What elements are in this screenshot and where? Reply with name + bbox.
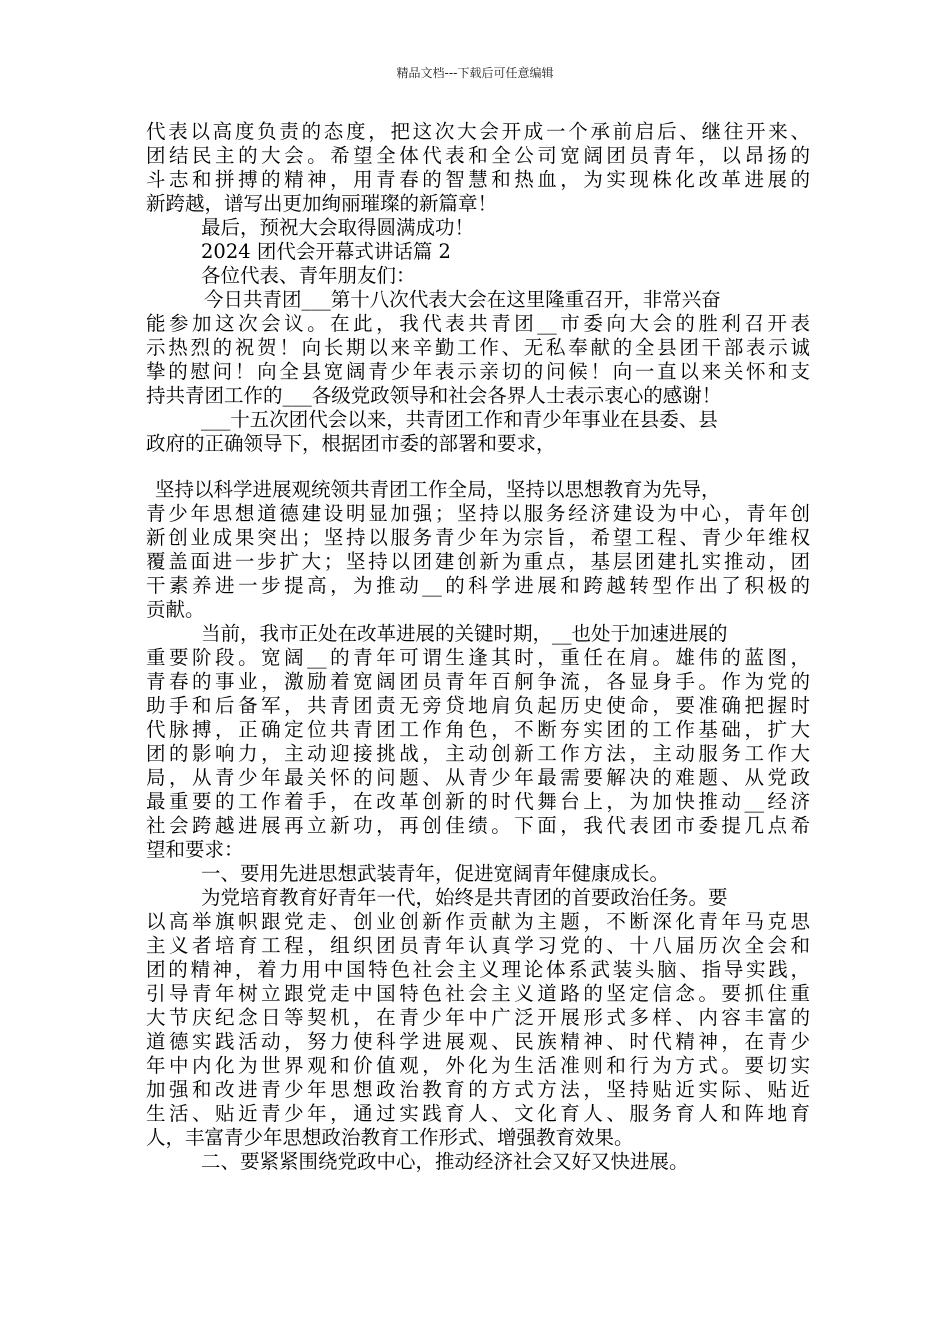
text-line: 最重要的工作着手，在改革创新的时代舞台上，为加快推动__经济: [146, 790, 810, 813]
text-line: 望和要求：: [146, 838, 244, 861]
text-line: 能参加这次会议。在此，我代表共青团__市委向大会的胜利召开表: [146, 312, 810, 335]
text-line: 干素养进一步提高，为推动__的科学进展和跨越转型作出了积极的: [146, 574, 810, 597]
text-line: 最后，预祝大会取得圆满成功！: [201, 216, 475, 239]
text-line: 主义者培育工程，组织团员青年认真学习党的、十八届历次全会和: [146, 934, 810, 957]
text-line: 为党培育教育好青年一代，始终是共青团的首要政治任务。要: [201, 886, 728, 909]
text-line: 示热烈的祝贺！向长期以来辛勤工作、无私奉献的全县团干部表示诚: [146, 336, 810, 359]
text-line: ___十五次团代会以来，共青团工作和青少年事业在县委、县: [201, 408, 718, 431]
salutation: 各位代表、青年朋友们：: [201, 264, 416, 287]
text-line: 道德实践活动，努力使科学进展观、民族精神、时代精神，在青少: [146, 1030, 810, 1053]
text-line: 团结民主的大会。希望全体代表和全公司宽阔团员青年，以昂扬的: [146, 144, 810, 167]
text-line: 坚持以科学进展观统领共青团工作全局，坚持以思想教育为先导，: [155, 478, 721, 501]
text-line: 代表以高度负责的态度，把这次大会开成一个承前启后、继往开来、: [146, 120, 810, 143]
text-line: 代脉搏，正确定位共青团工作角色，不断夯实团的工作基础，扩大: [146, 718, 810, 741]
text-line: 加强和改进青少年思想政治教育的方式方法，坚持贴近实际、贴近: [146, 1078, 810, 1101]
text-line: 青少年思想道德建设明显加强；坚持以服务经济建设为中心，青年创: [146, 502, 810, 525]
text-line: 覆盖面进一步扩大；坚持以团建创新为重点，基层团建扎实推动，团: [146, 550, 810, 573]
text-line: 团的影响力，主动迎接挑战，主动创新工作方法，主动服务工作大: [146, 742, 810, 765]
document-body: [146, 120, 810, 1174]
text-line: 贡献。: [146, 598, 205, 621]
text-line: 当前，我市正处在改革进展的关键时期，__也处于加速进展的: [201, 622, 728, 645]
text-line: 年中内化为世界观和价值观，外化为生活准则和行为方式。要切实: [146, 1054, 810, 1077]
text-line: 团的精神，着力用中国特色社会主义理论体系武装头脑、指导实践，: [146, 958, 810, 981]
text-line: 局，从青少年最关怀的问题、从青少年最需要解决的难题、从党政: [146, 766, 810, 789]
text-line: 人，丰富青少年思想政治教育工作形式、增强教育效果。: [146, 1126, 634, 1149]
text-line: 新创业成果突出；坚持以服务青少年为宗旨，希望工程、青少年维权: [146, 526, 810, 549]
text-line: 青春的事业，激励着宽阔团员青年百舸争流，各显身手。作为党的: [146, 670, 810, 693]
text-line: 持共青团工作的___各级党政领导和社会各界人士表示衷心的感谢！: [146, 384, 722, 407]
section-heading: 一、要用先进思想武装青年，促进宽阔青年健康成长。: [201, 862, 670, 885]
section-heading: 2024 团代会开幕式讲话篇 2: [201, 240, 451, 263]
text-line: 引导青年树立跟党走中国特色社会主义道路的坚定信念。要抓住重: [146, 982, 810, 1005]
section-heading: 二、要紧紧围绕党政中心，推动经济社会又好又快进展。: [201, 1150, 689, 1173]
text-line: 大节庆纪念日等契机，在青少年中广泛开展形式多样、内容丰富的: [146, 1006, 810, 1029]
text-line: 政府的正确领导下，根据团市委的部署和要求，: [146, 432, 556, 455]
text-line: 今日共青团___第十八次代表大会在这里隆重召开，非常兴奋: [204, 288, 721, 311]
text-line: 新跨越，谱写出更加绚丽璀璨的新篇章！: [146, 192, 498, 215]
text-line: 挚的慰问！向全县宽阔青少年表示亲切的问候！向一直以来关怀和支: [146, 360, 810, 383]
paragraph-gap: [146, 456, 810, 478]
text-line: 重要阶段。宽阔__的青年可谓生逢其时，重任在肩。雄伟的蓝图，: [146, 646, 810, 669]
text-line: 生活、贴近青少年，通过实践育人、文化育人、服务育人和阵地育: [146, 1102, 810, 1125]
text-line: 斗志和拼搏的精神，用青春的智慧和热血，为实现株化改革进展的: [146, 168, 810, 191]
text-line: 社会跨越进展再立新功，再创佳绩。下面，我代表团市委提几点希: [146, 814, 810, 837]
text-line: 助手和后备军，共青团责无旁贷地肩负起历史使命，要准确把握时: [146, 694, 810, 717]
text-line: 以高举旗帜跟党走、创业创新作贡献为主题，不断深化青年马克思: [146, 910, 810, 933]
page-header: 精品文档---下载后可任意编辑: [396, 66, 554, 80]
